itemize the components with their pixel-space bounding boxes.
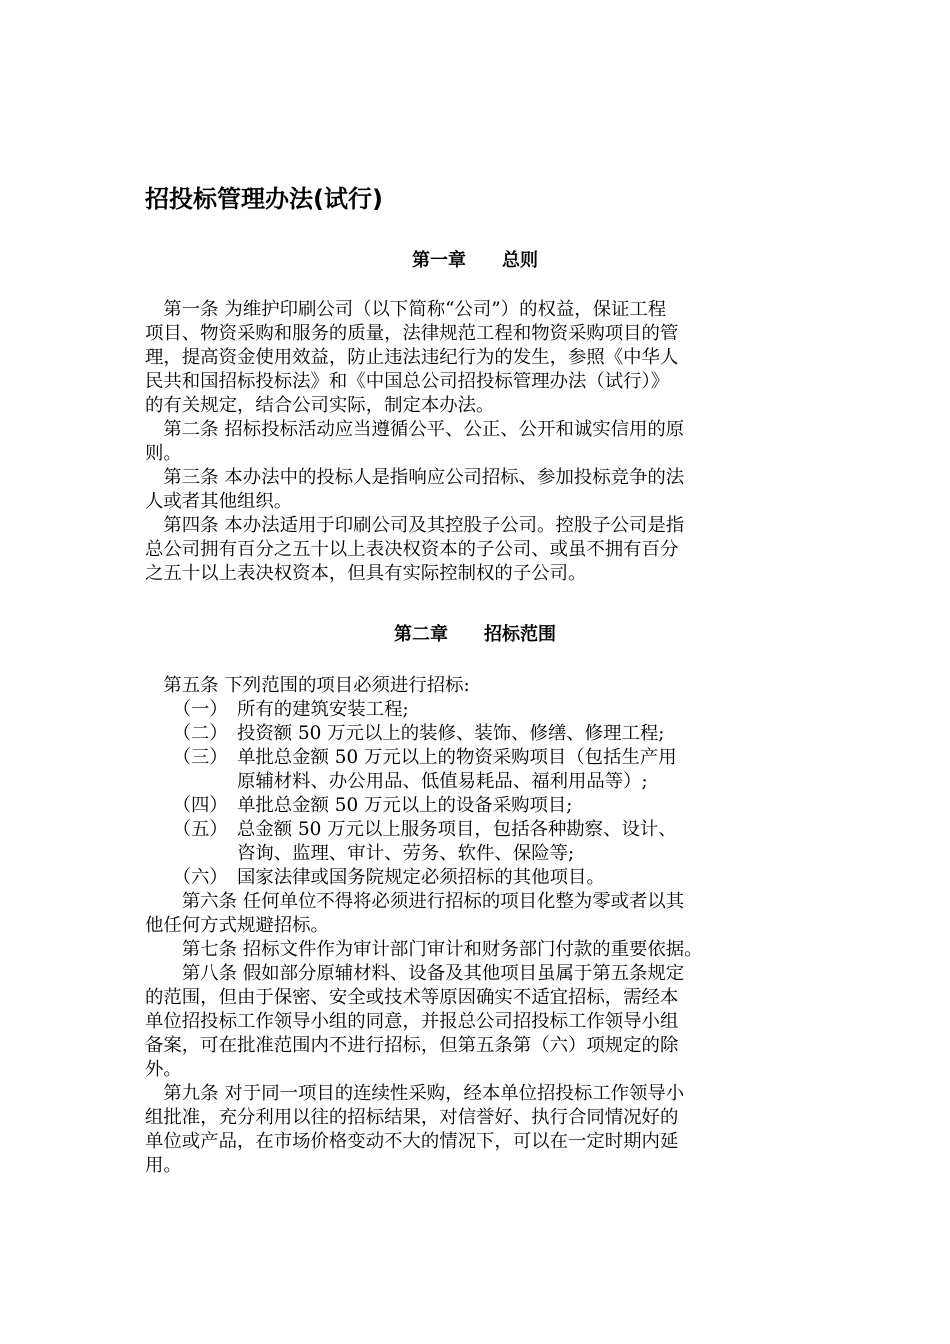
text-line: 第二条 招标投标活动应当遵循公平、公正、公开和诚实信用的原 bbox=[145, 419, 685, 440]
list-item: （一） 所有的建筑安装工程; bbox=[145, 699, 409, 720]
text-line: 则。 bbox=[145, 443, 182, 464]
text-line: 外。 bbox=[145, 1059, 182, 1080]
text-line: 的有关规定，结合公司实际，制定本办法。 bbox=[145, 395, 495, 416]
list-item: （四） 单批总金额 50 万元以上的设备采购项目; bbox=[145, 795, 573, 816]
document-title: 招投标管理办法(试行) bbox=[145, 185, 383, 213]
text-line: 民共和国招标投标法》和《中国总公司招投标管理办法（试行）》 bbox=[145, 371, 670, 392]
list-item: 原辅材料、办公用品、低值易耗品、福利用品等）; bbox=[145, 771, 648, 792]
list-item: 咨询、监理、审计、劳务、软件、保险等; bbox=[145, 843, 575, 864]
text-line: 人或者其他组织。 bbox=[145, 491, 293, 512]
text-line: 的范围，但由于保密、安全或技术等原因确实不适宜招标，需经本 bbox=[145, 987, 679, 1008]
text-line: 组批准，充分利用以往的招标结果，对信誉好、执行合同情况好的 bbox=[145, 1107, 679, 1128]
list-item: （三） 单批总金额 50 万元以上的物资采购项目（包括生产用 bbox=[145, 747, 677, 768]
text-line: 单位或产品，在市场价格变动不大的情况下，可以在一定时期内延 bbox=[145, 1131, 679, 1152]
text-line: 第一条 为维护印刷公司（以下简称“公司”）的权益，保证工程 bbox=[145, 299, 667, 320]
text-line: 总公司拥有百分之五十以上表决权资本的子公司、或虽不拥有百分 bbox=[145, 539, 679, 560]
text-line: 之五十以上表决权资本，但具有实际控制权的子公司。 bbox=[145, 563, 587, 584]
chapter-body bbox=[145, 298, 810, 586]
text-line: 第八条 假如部分原辅材料、设备及其他项目虽属于第五条规定 bbox=[145, 963, 685, 984]
text-line: 项目、物资采购和服务的质量，法律规范工程和物资采购项目的管 bbox=[145, 323, 679, 344]
text-line: 第七条 招标文件作为审计部门审计和财务部门付款的重要依据。 bbox=[145, 939, 703, 960]
list-item: （二） 投资额 50 万元以上的装修、装饰、修缮、修理工程; bbox=[145, 723, 665, 744]
text-line: 用。 bbox=[145, 1155, 182, 1176]
text-line: 第三条 本办法中的投标人是指响应公司招标、参加投标竞争的法 bbox=[145, 467, 685, 488]
text-line: 第九条 对于同一项目的连续性采购，经本单位招投标工作领导小 bbox=[145, 1083, 685, 1104]
list-item: （五） 总金额 50 万元以上服务项目，包括各种勘察、设计、 bbox=[145, 819, 677, 840]
chapter-heading: 第二章 招标范围 bbox=[394, 624, 556, 645]
text-line: 单位招投标工作领导小组的同意，并报总公司招投标工作领导小组 bbox=[145, 1011, 679, 1032]
chapter-heading: 第一章 总则 bbox=[412, 250, 538, 271]
text-line: 备案，可在批准范围内不进行招标，但第五条第（六）项规定的除 bbox=[145, 1035, 679, 1056]
text-line: 第六条 任何单位不得将必须进行招标的项目化整为零或者以其 bbox=[145, 891, 685, 912]
text-line: 他任何方式规避招标。 bbox=[145, 915, 329, 936]
text-line: 理，提高资金使用效益，防止违法违纪行为的发生，参照《中华人 bbox=[145, 347, 679, 368]
chapter-body bbox=[145, 674, 810, 1178]
list-item: （六） 国家法律或国务院规定必须招标的其他项目。 bbox=[145, 867, 605, 888]
text-line: 第五条 下列范围的项目必须进行招标: bbox=[145, 675, 470, 696]
text-line: 第四条 本办法适用于印刷公司及其控股子公司。控股子公司是指 bbox=[145, 515, 685, 536]
